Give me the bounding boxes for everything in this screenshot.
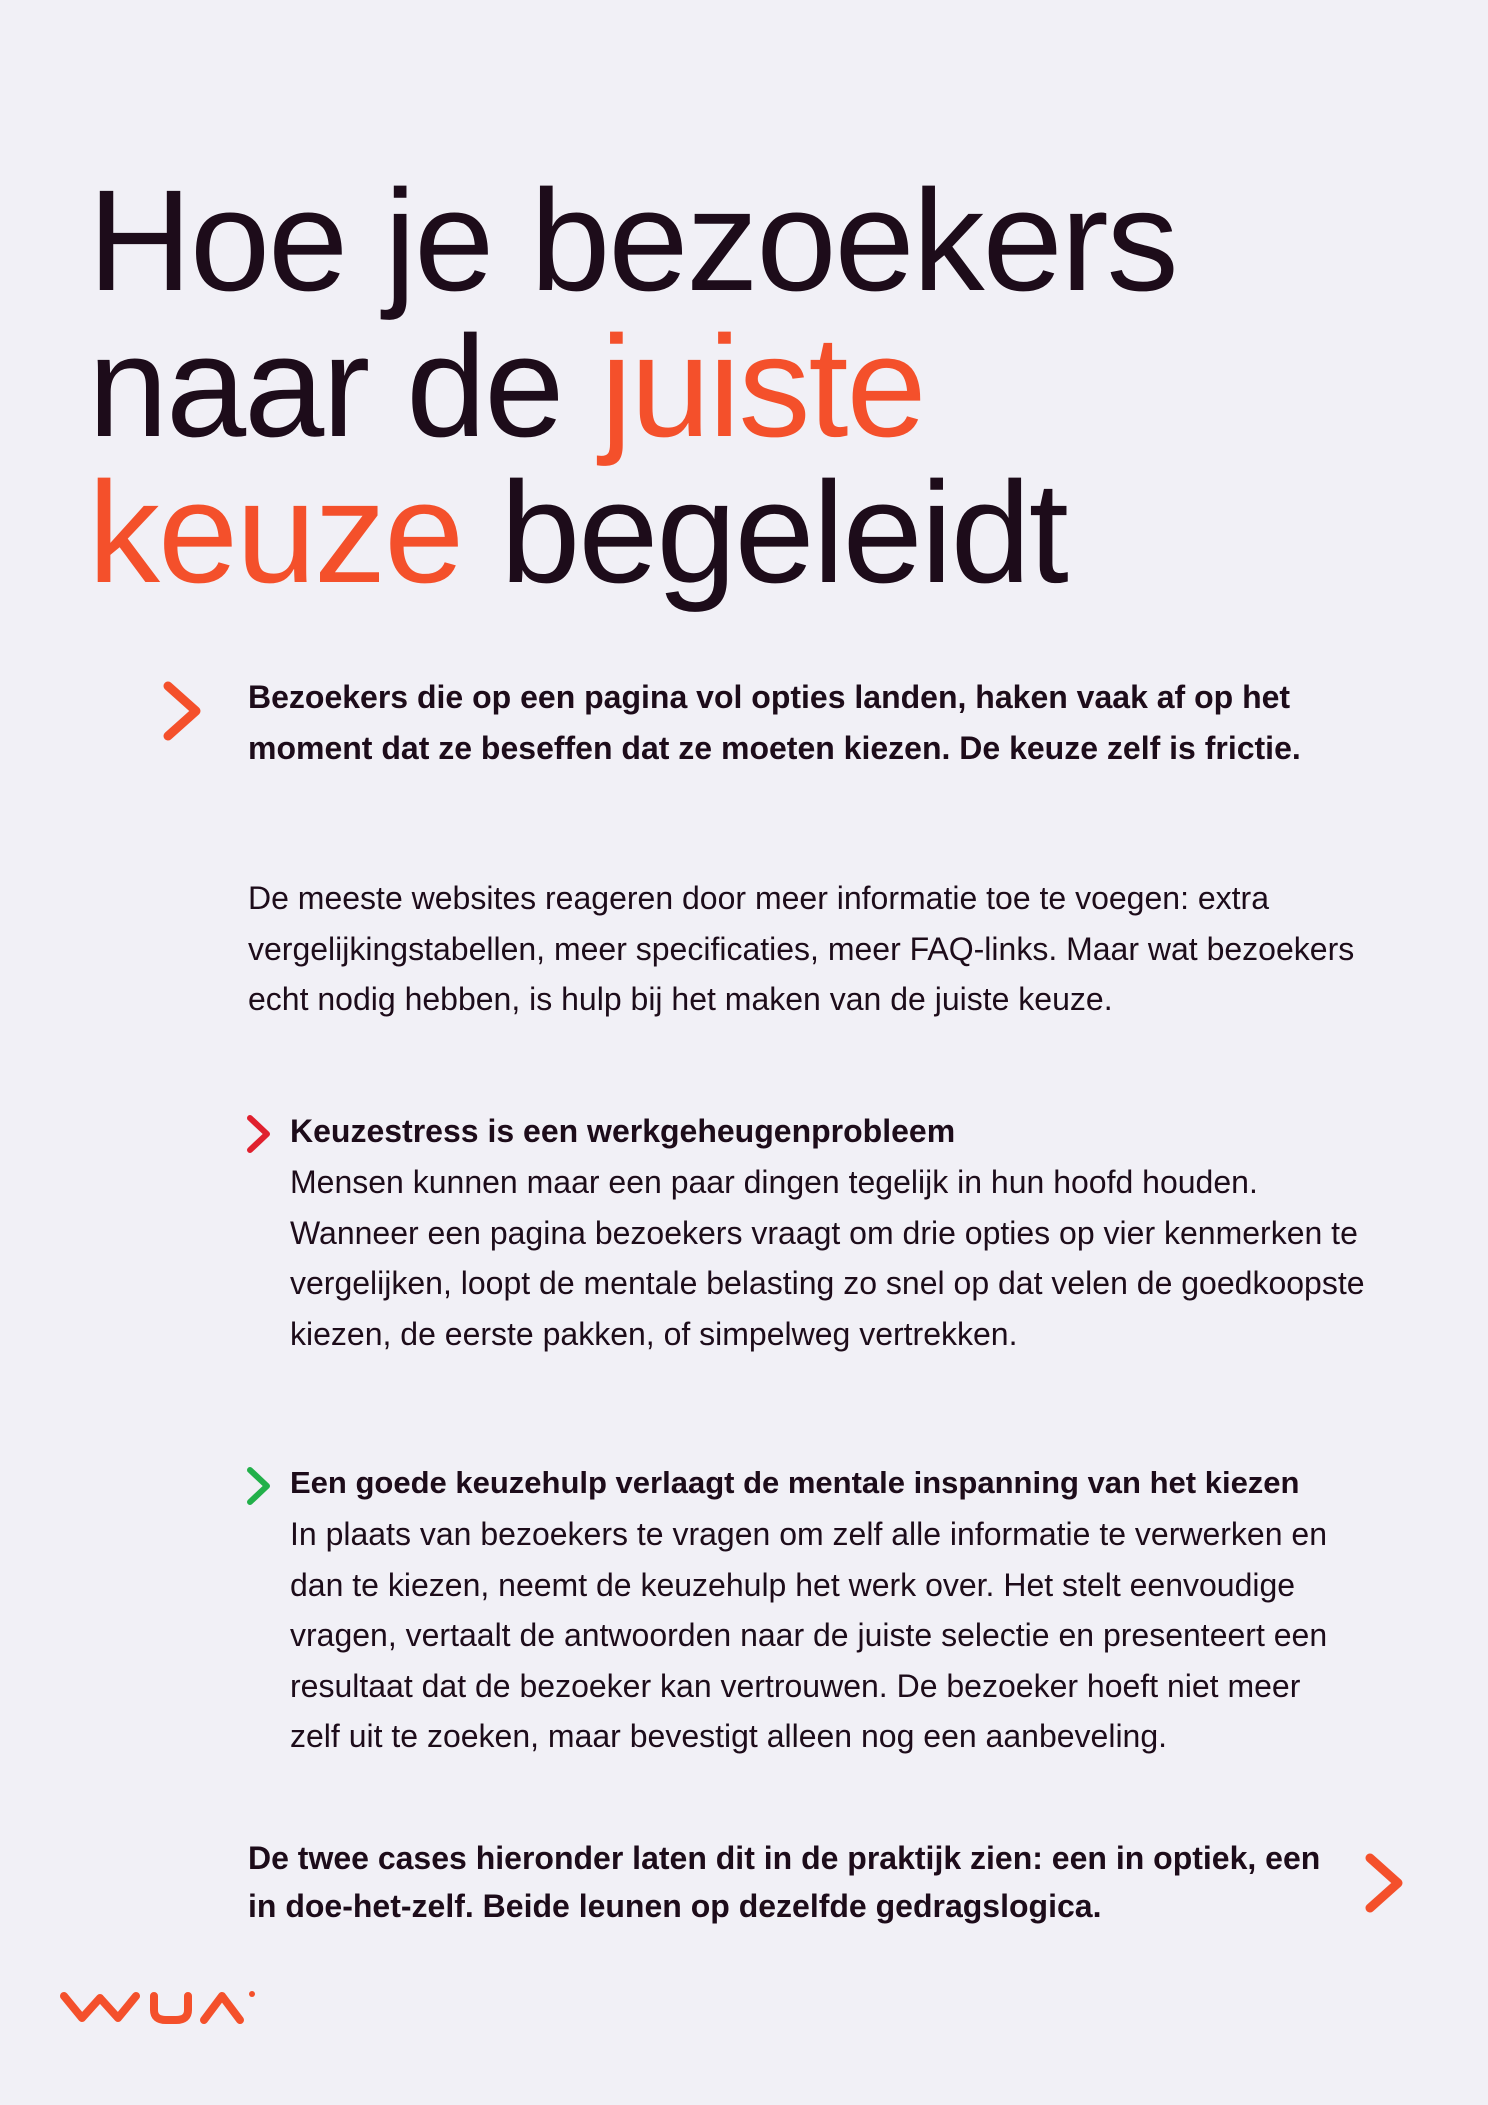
headline-line-2: naar de [88, 306, 601, 467]
wua-logo [58, 1988, 258, 2033]
chevron-right-icon [244, 1114, 274, 1154]
section-body: Mensen kunnen maar een paar dingen tegelijk in hun hoofd houden. Wanneer een pagina bezoekers vraagt om drie opties op vier kenmerken te vergelijken, loopt de mentale belasting zo snel op dat velen de goedkoopste kiezen, de eerste pakken, of simpelweg vertrekken. [290, 1164, 1365, 1352]
section-heading: Een goede keuzehulp verlaagt de mentale inspanning van het kiezen [290, 1465, 1300, 1500]
body-paragraph: De meeste websites reageren door meer informatie toe te voegen: extra vergelijkingstabellen, meer specificaties, meer FAQ-links. Maar wat bezoekers echt nodig hebben, is hulp bij het maken van de juiste keuze. [248, 880, 1355, 1017]
headline-accent-juiste: juiste [600, 306, 925, 467]
chevron-right-icon [160, 680, 204, 742]
headline-line-3: begeleidt [462, 452, 1067, 613]
conclusion-text: De twee cases hieronder laten dit in de praktijk zien: een in optiek, een in doe-het-zelf. Beide leunen op dezelfde gedragslogica. [248, 1840, 1321, 1924]
section-body: In plaats van bezoekers te vragen om zelf alle informatie te verwerken en dan te kiezen, neemt de keuzehulp het werk over. Het stelt eenvoudige vragen, vertaalt de antwoorden naar de juiste selectie en presenteert een resultaat dat de bezoeker kan vertrouwen. De bezoeker hoeft niet meer zelf uit te zoeken, maar bevestigt alleen nog een aanbeveling. [290, 1516, 1328, 1754]
headline-line-1: Hoe je bezoekers [88, 160, 1177, 321]
page-title [88, 160, 1428, 613]
chevron-right-icon [1362, 1852, 1406, 1914]
section-heading: Keuzestress is een werkgeheugenprobleem [290, 1113, 956, 1149]
chevron-right-icon [244, 1466, 274, 1506]
intro-text: Bezoekers die op een pagina vol opties landen, haken vaak af op het moment dat ze beseffen dat ze moeten kiezen. De keuze zelf is frictie. [248, 679, 1301, 766]
headline-accent-keuze: keuze [88, 452, 463, 613]
